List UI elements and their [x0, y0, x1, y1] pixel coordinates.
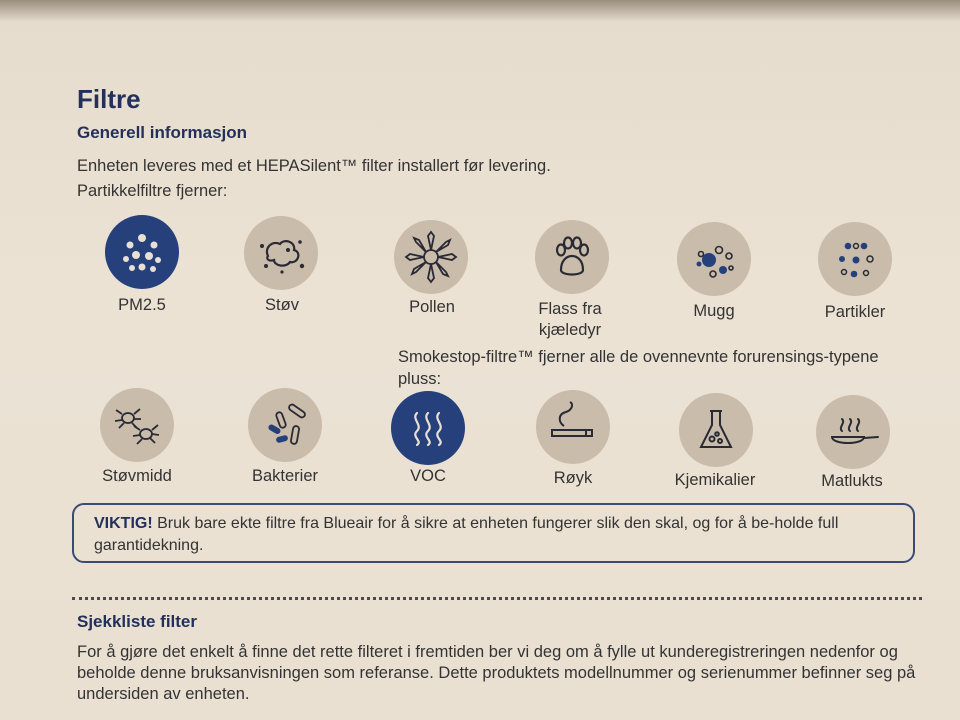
pm25-icon: [105, 215, 179, 289]
bacteria-icon: [248, 388, 322, 462]
important-text: Bruk bare ekte filtre fra Blueair for å sikre at enheten fungerer slik den skal, og for å be-holde full garantidekning.: [94, 515, 839, 554]
smokestop-intro: Smokestop-filtre™ fjerner alle de ovennevnte forurensings-typene pluss:: [398, 348, 879, 388]
page-title: Filtre: [77, 84, 141, 114]
section-subtitle: Generell informasjon: [77, 123, 248, 142]
voc-icon: [391, 391, 465, 465]
important-prefix: VIKTIG!: [94, 515, 153, 532]
chemicals-icon: [679, 393, 753, 467]
dust-icon: [244, 216, 318, 290]
cooking-odor-icon: [816, 395, 890, 469]
particles-icon: [818, 222, 892, 296]
label-dust: Støv: [265, 296, 299, 314]
smoke-icon: [536, 390, 610, 464]
label-chemicals: Kjemikalier: [674, 471, 756, 489]
label-dust-mite: Støvmidd: [102, 467, 172, 485]
mold-icon: [677, 222, 751, 296]
particle-filter-intro: Partikkelfiltre fjerner:: [77, 182, 228, 200]
section-divider: [72, 597, 922, 600]
pet-dander-icon: [535, 220, 609, 294]
dust-mite-icon: [100, 388, 174, 462]
page-shadow: [0, 0, 960, 22]
label-mold: Mugg: [693, 302, 735, 320]
label-particles: Partikler: [824, 303, 886, 321]
pollen-icon: [394, 220, 468, 294]
intro-text: Enheten leveres med et HEPASilent™ filter installert før levering.: [77, 157, 551, 175]
checklist-heading: Sjekkliste filter: [77, 612, 198, 631]
label-cooking-odor: Matlukts: [821, 472, 883, 490]
label-bacteria: Bakterier: [251, 467, 319, 485]
important-notice: [72, 503, 915, 563]
label-pollen: Pollen: [409, 298, 455, 316]
label-pet-dander: Flass fra kjæledyr: [538, 300, 602, 339]
label-pm25: PM2.5: [118, 296, 166, 314]
label-voc: VOC: [410, 467, 446, 485]
checklist-text: For å gjøre det enkelt å finne det rette filteret i fremtiden ber vi deg om å fylle ut kunderegistreringen nedenfor og beholde denne bruksanvisningen som referanse. Dette produktets modellnummer og serienummer befinner seg på undersiden av enheten.: [77, 643, 916, 703]
label-smoke: Røyk: [553, 469, 593, 487]
